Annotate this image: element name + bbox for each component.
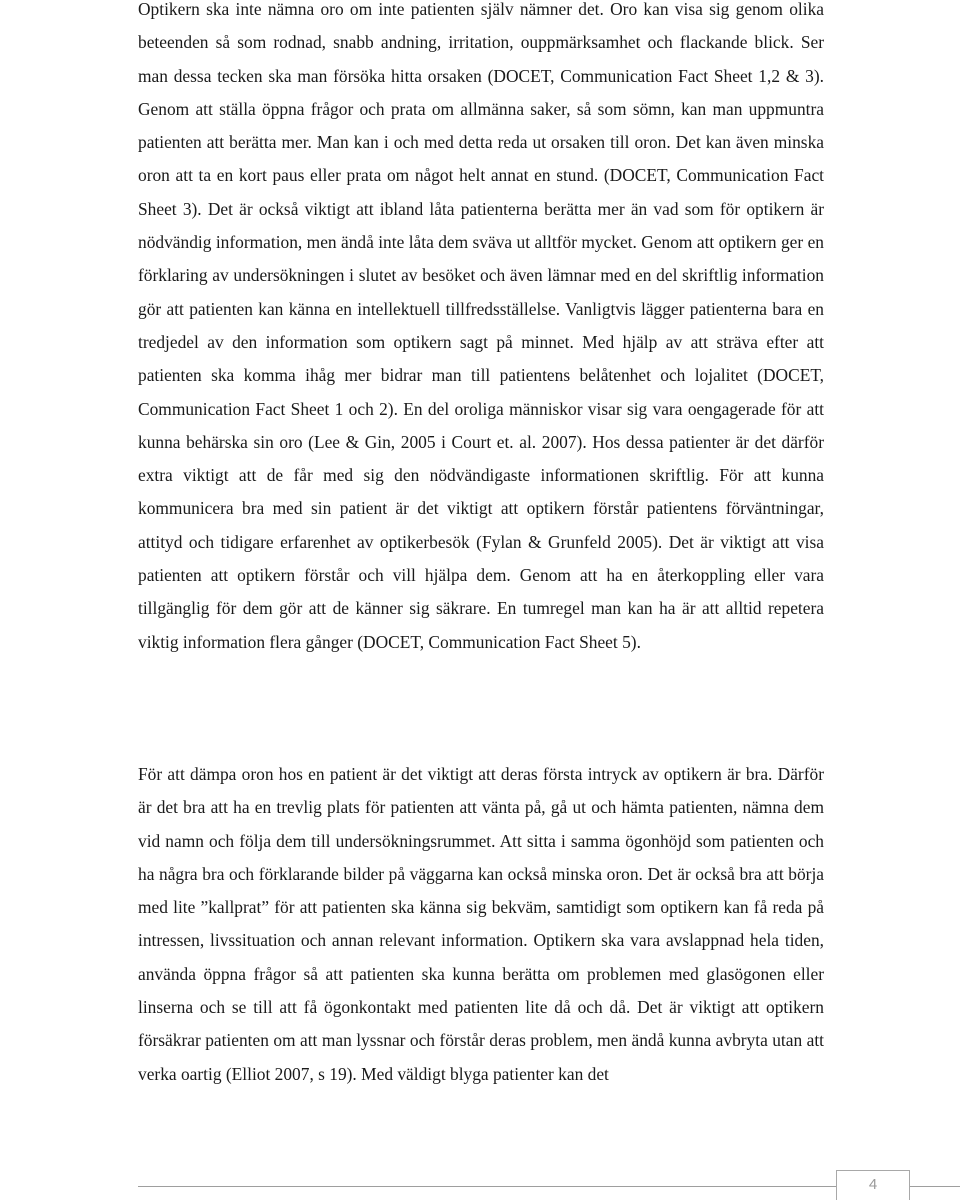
page-number: 4 [868,1176,878,1193]
paragraph-anxiety-signs: Optikern ska inte nämna oro om inte patienten själv nämner det. Oro kan visa sig genom olika beteenden så som rodnad, snabb andning, irritation, ouppmärksamhet och flackande blick. Ser man dessa tecken ska man försöka hitta orsaken (DOCET, Communication Fact Sheet 1,2 & 3). Genom att ställa öppna frågor och prata om allmänna saker, så som sömn, kan man uppmuntra patienten att berätta mer. Man kan i och med detta reda ut orsaken till oron. Det kan även minska oron att ta en kort paus eller prata om något helt annat en stund. (DOCET, Communication Fact Sheet 3). Det är också viktigt att ibland låta patienterna berätta mer än vad som för optikern är nödvändig information, men ändå inte låta dem sväva ut alltför mycket. Genom att optikern ger en förklaring av undersökningen i slutet av besöket och även lämnar med en del skriftlig information gör att patienten kan känna en intellektuell tillfredsställelse. Vanligtvis lägger patienterna bara en tredjedel av den information som optikern sagt på minnet. Med hjälp av att sträva efter att patienten ska komma ihåg mer bidrar man till patientens belåtenhet och lojalitet (DOCET, Communication Fact Sheet 1 och 2). En del oroliga människor visar sig vara oengagerade för att kunna behärska sin oro (Lee & Gin, 2005 i Court et. al. 2007). Hos dessa patienter är det därför extra viktigt att de får med sig den nödvändigaste informationen skriftlig. För att kunna kommunicera bra med sin patient är det viktigt att optikern förstår patientens förväntningar, attityd och tidigare erfarenhet av optikerbesök (Fylan & Grunfeld 2005). Det är viktigt att visa patienten att optikern förstår och vill hjälpa dem. Genom att ha en återkoppling eller vara tillgänglig för dem gör att de känner sig säkrare. En tumregel man kan ha är att alltid repetera viktig information flera gånger (DOCET, Communication Fact Sheet 5). [138,0,824,652]
paragraph-first-impression: För att dämpa oron hos en patient är det viktigt att deras första intryck av optikern är bra. Därför är det bra att ha en trevlig plats för patienten att vänta på, gå ut och hämta patienten, nämna dem vid namn och följa dem till undersökningsrummet. Att sitta i samma ögonhöjd som patienten och ha några bra och förklarande bilder på väggarna kan också minska oron. Det är också bra att börja med lite ”kallprat” för att patienten ska känna sig bekväm, samtidigt som optikern kan få reda på intressen, livssituation och annan relevant information. Optikern ska vara avslappnad hela tiden, använda öppna frågor så att patienten ska kunna berätta om problemen med glasögonen eller linserna och se till att få ögonkontakt med patienten lite då och då. Det är viktigt att optikern försäkrar patienten om att man lyssnar och förstår deras problem, men ändå kunna avbryta utan att verka oartig (Elliot 2007, s 19). Med väldigt blyga patienter kan det [138,764,824,1084]
page-number-box [836,1170,910,1200]
